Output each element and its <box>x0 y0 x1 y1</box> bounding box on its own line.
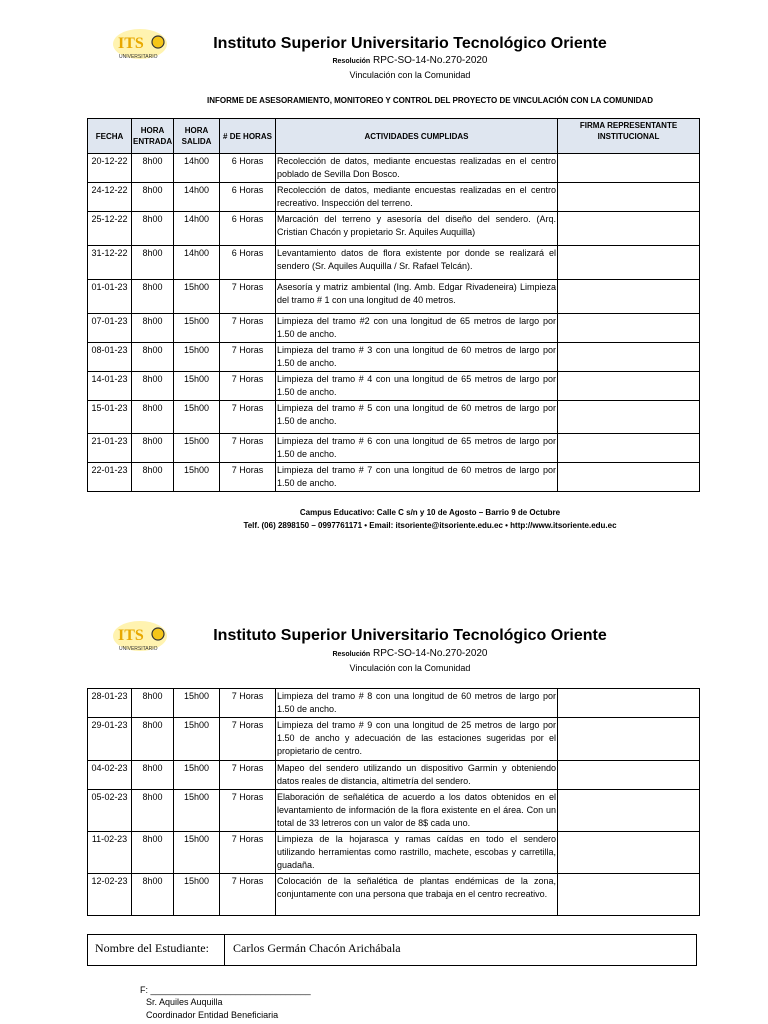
cell-fecha: 29-01-23 <box>88 718 132 761</box>
cell-fecha: 20-12-22 <box>88 154 132 183</box>
cell-fecha: 08-01-23 <box>88 343 132 372</box>
cell-fecha: 11-02-23 <box>88 832 132 874</box>
cell-horas: 6 Horas <box>220 154 276 183</box>
table-row <box>88 689 700 718</box>
cell-hora-entrada: 8h00 <box>132 790 174 832</box>
cell-fecha: 07-01-23 <box>88 314 132 343</box>
cell-horas: 7 Horas <box>220 401 276 434</box>
activities-table-2 <box>87 688 700 916</box>
cell-hora-entrada: 8h00 <box>132 434 174 463</box>
resolution-label: Resolución <box>332 58 371 65</box>
svg-text:ITS: ITS <box>118 627 144 644</box>
cell-hora-salida: 15h00 <box>174 372 220 401</box>
cell-horas: 7 Horas <box>220 314 276 343</box>
cell-fecha: 24-12-22 <box>88 183 132 212</box>
cell-horas: 7 Horas <box>220 689 276 718</box>
cell-actividad: Limpieza del tramo # 7 con una longitud de 60 metros de largo por 1.50 de ancho. <box>276 463 558 492</box>
cell-hora-salida: 14h00 <box>174 246 220 280</box>
header-hora-salida: HORA SALIDA <box>174 119 220 154</box>
table-row <box>88 832 700 874</box>
cell-actividad: Limpieza del tramo #2 con una longitud de 65 metros de largo por 1.50 de ancho. <box>276 314 558 343</box>
cell-fecha: 04-02-23 <box>88 761 132 790</box>
cell-actividad: Colocación de la señalética de plantas endémicas de la zona, conjuntamente con una persona que trabaja en el centro recreativo. <box>276 874 558 916</box>
table-row <box>88 718 700 761</box>
cell-hora-salida: 15h00 <box>174 434 220 463</box>
signature-name: Sr. Aquiles Auquilla <box>146 997 223 1007</box>
table-row <box>88 761 700 790</box>
cell-fecha: 12-02-23 <box>88 874 132 916</box>
cell-firma <box>558 790 700 832</box>
signature-line: F: ________________________________ <box>140 985 311 995</box>
cell-hora-entrada: 8h00 <box>132 832 174 874</box>
cell-horas: 6 Horas <box>220 183 276 212</box>
cell-fecha: 01-01-23 <box>88 280 132 314</box>
cell-firma <box>558 718 700 761</box>
resolution-code: RPC-SO-14-No.270-2020 <box>373 55 488 66</box>
cell-firma <box>558 761 700 790</box>
cell-hora-salida: 14h00 <box>174 154 220 183</box>
cell-firma <box>558 372 700 401</box>
cell-hora-entrada: 8h00 <box>132 280 174 314</box>
cell-hora-salida: 15h00 <box>174 718 220 761</box>
cell-hora-entrada: 8h00 <box>132 689 174 718</box>
cell-horas: 7 Horas <box>220 280 276 314</box>
cell-actividad: Elaboración de señalética de acuerdo a los datos obtenidos en el levantamiento de información de la flora existente en el área. Con un total de 33 letreros con un valor de 8$ cada uno. <box>276 790 558 832</box>
cell-firma <box>558 343 700 372</box>
department-2: Vinculación con la Comunidad <box>349 663 471 673</box>
its-logo-2 <box>112 620 168 654</box>
table-row <box>88 246 700 280</box>
student-label: Nombre del Estudiante: <box>95 941 209 955</box>
cell-hora-salida: 15h00 <box>174 832 220 874</box>
cell-fecha: 22-01-23 <box>88 463 132 492</box>
cell-horas: 7 Horas <box>220 372 276 401</box>
cell-actividad: Recolección de datos, mediante encuestas realizadas en el centro poblado de Sevilla Don Bosco. <box>276 154 558 183</box>
student-name: Carlos Germán Chacón Arichábala <box>233 941 401 955</box>
cell-hora-entrada: 8h00 <box>132 372 174 401</box>
cell-fecha: 21-01-23 <box>88 434 132 463</box>
cell-fecha: 31-12-22 <box>88 246 132 280</box>
cell-fecha: 25-12-22 <box>88 212 132 246</box>
header-fecha: FECHA <box>88 119 132 154</box>
cell-hora-entrada: 8h00 <box>132 718 174 761</box>
table-row <box>88 154 700 183</box>
cell-hora-entrada: 8h00 <box>132 761 174 790</box>
cell-actividad: Limpieza del tramo # 6 con una longitud de 65 metros de largo por 1.50 de ancho. <box>276 434 558 463</box>
table-row <box>88 372 700 401</box>
cell-firma <box>558 401 700 434</box>
header-hora-entrada: HORA ENTRADA <box>132 119 174 154</box>
student-divider <box>224 935 225 965</box>
cell-actividad: Recolección de datos, mediante encuestas realizadas en el centro recreativo. Inspección del terreno. <box>276 183 558 212</box>
cell-actividad: Limpieza del tramo # 4 con una longitud de 65 metros de largo por 1.50 de ancho. <box>276 372 558 401</box>
cell-firma <box>558 212 700 246</box>
header-horas: # DE HORAS <box>220 119 276 154</box>
cell-hora-entrada: 8h00 <box>132 183 174 212</box>
footer-contact: Telf. (06) 2898150 – 0997761171 • Email: itsoriente@itsoriente.edu.ec • http://www.itsoriente.edu.ec <box>243 521 617 530</box>
cell-hora-entrada: 8h00 <box>132 401 174 434</box>
cell-actividad: Limpieza del tramo # 9 con una longitud de 25 metros de largo por 1.50 de ancho y adecuación de las estaciones sugeridas por el propietario de centro. <box>276 718 558 761</box>
cell-hora-entrada: 8h00 <box>132 343 174 372</box>
table-row <box>88 183 700 212</box>
table-row <box>88 874 700 916</box>
cell-hora-salida: 15h00 <box>174 401 220 434</box>
cell-firma <box>558 689 700 718</box>
resolution-2 <box>180 648 640 659</box>
institution-title: Instituto Superior Universitario Tecnológico Oriente <box>213 35 607 52</box>
cell-firma <box>558 434 700 463</box>
table-row <box>88 314 700 343</box>
table-row <box>88 212 700 246</box>
cell-hora-salida: 14h00 <box>174 212 220 246</box>
cell-hora-salida: 15h00 <box>174 280 220 314</box>
header-firma: FIRMA REPRESENTANTE INSTITUCIONAL <box>558 119 700 154</box>
cell-horas: 7 Horas <box>220 874 276 916</box>
cell-horas: 7 Horas <box>220 790 276 832</box>
cell-actividad: Asesoría y matriz ambiental (Ing. Amb. Edgar Rivadeneira) Limpieza del tramo # 1 con una longitud de 40 metros. <box>276 280 558 314</box>
cell-hora-entrada: 8h00 <box>132 874 174 916</box>
cell-horas: 7 Horas <box>220 832 276 874</box>
cell-hora-salida: 15h00 <box>174 874 220 916</box>
cell-hora-salida: 15h00 <box>174 689 220 718</box>
cell-actividad: Mapeo del sendero utilizando un dispositivo Garmin y obteniendo datos reales de distancia, altimetría del sendero. <box>276 761 558 790</box>
cell-actividad: Limpieza del tramo # 8 con una longitud de 60 metros de largo por 1.50 de ancho. <box>276 689 558 718</box>
table-row <box>88 401 700 434</box>
cell-fecha: 05-02-23 <box>88 790 132 832</box>
cell-horas: 7 Horas <box>220 463 276 492</box>
svg-text:UNIVERSITARIO: UNIVERSITARIO <box>119 54 158 60</box>
cell-fecha: 14-01-23 <box>88 372 132 401</box>
student-name-box <box>87 934 697 966</box>
department: Vinculación con la Comunidad <box>349 70 471 80</box>
cell-firma <box>558 314 700 343</box>
its-logo <box>112 28 168 62</box>
cell-actividad: Limpieza del tramo # 5 con una longitud de 60 metros de largo por 1.50 de ancho. <box>276 401 558 434</box>
svg-text:ITS: ITS <box>118 35 144 52</box>
resolution-label: Resolución <box>332 651 371 658</box>
institution-title-2: Instituto Superior Universitario Tecnológico Oriente <box>213 627 607 644</box>
cell-hora-entrada: 8h00 <box>132 154 174 183</box>
cell-firma <box>558 246 700 280</box>
cell-fecha: 28-01-23 <box>88 689 132 718</box>
svg-text:UNIVERSITARIO: UNIVERSITARIO <box>119 646 158 652</box>
table-row <box>88 280 700 314</box>
resolution <box>180 55 640 66</box>
table-header-row <box>88 119 700 154</box>
cell-firma <box>558 183 700 212</box>
cell-hora-salida: 15h00 <box>174 343 220 372</box>
table-row <box>88 434 700 463</box>
cell-horas: 7 Horas <box>220 761 276 790</box>
report-title: INFORME DE ASESORAMIENTO, MONITOREO Y CONTROL DEL PROYECTO DE VINCULACIÓN CON LA COMUNIDAD <box>207 96 653 105</box>
table-row <box>88 790 700 832</box>
cell-firma <box>558 874 700 916</box>
cell-hora-salida: 15h00 <box>174 790 220 832</box>
table-row <box>88 343 700 372</box>
cell-hora-entrada: 8h00 <box>132 463 174 492</box>
cell-firma <box>558 463 700 492</box>
cell-horas: 6 Horas <box>220 212 276 246</box>
cell-hora-entrada: 8h00 <box>132 212 174 246</box>
cell-hora-salida: 14h00 <box>174 183 220 212</box>
resolution-code: RPC-SO-14-No.270-2020 <box>373 648 488 659</box>
footer-campus: Campus Educativo: Calle C s/n y 10 de Agosto – Barrio 9 de Octubre <box>299 508 561 517</box>
cell-horas: 6 Horas <box>220 246 276 280</box>
cell-firma <box>558 154 700 183</box>
cell-horas: 7 Horas <box>220 343 276 372</box>
cell-hora-entrada: 8h00 <box>132 314 174 343</box>
cell-horas: 7 Horas <box>220 718 276 761</box>
cell-actividad: Levantamiento datos de flora existente por donde se realizará el sendero (Sr. Aquiles Auquilla / Sr. Rafael Telcán). <box>276 246 558 280</box>
cell-firma <box>558 280 700 314</box>
cell-hora-salida: 15h00 <box>174 314 220 343</box>
cell-fecha: 15-01-23 <box>88 401 132 434</box>
cell-actividad: Limpieza de la hojarasca y ramas caídas en todo el sendero utilizando herramientas como rastrillo, machete, escobas y carretilla, guadaña. <box>276 832 558 874</box>
cell-horas: 7 Horas <box>220 434 276 463</box>
cell-hora-salida: 15h00 <box>174 463 220 492</box>
signature-role: Coordinador Entidad Beneficiaria <box>146 1010 279 1020</box>
cell-hora-salida: 15h00 <box>174 761 220 790</box>
activities-table-1 <box>87 118 700 492</box>
cell-actividad: Limpieza del tramo # 3 con una longitud de 60 metros de largo por 1.50 de ancho. <box>276 343 558 372</box>
cell-hora-entrada: 8h00 <box>132 246 174 280</box>
header-actividades: ACTIVIDADES CUMPLIDAS <box>276 119 558 154</box>
cell-firma <box>558 832 700 874</box>
cell-actividad: Marcación del terreno y asesoría del diseño del sendero. (Arq. Cristian Chacón y propietario Sr. Aquiles Auquilla) <box>276 212 558 246</box>
table-row <box>88 463 700 492</box>
